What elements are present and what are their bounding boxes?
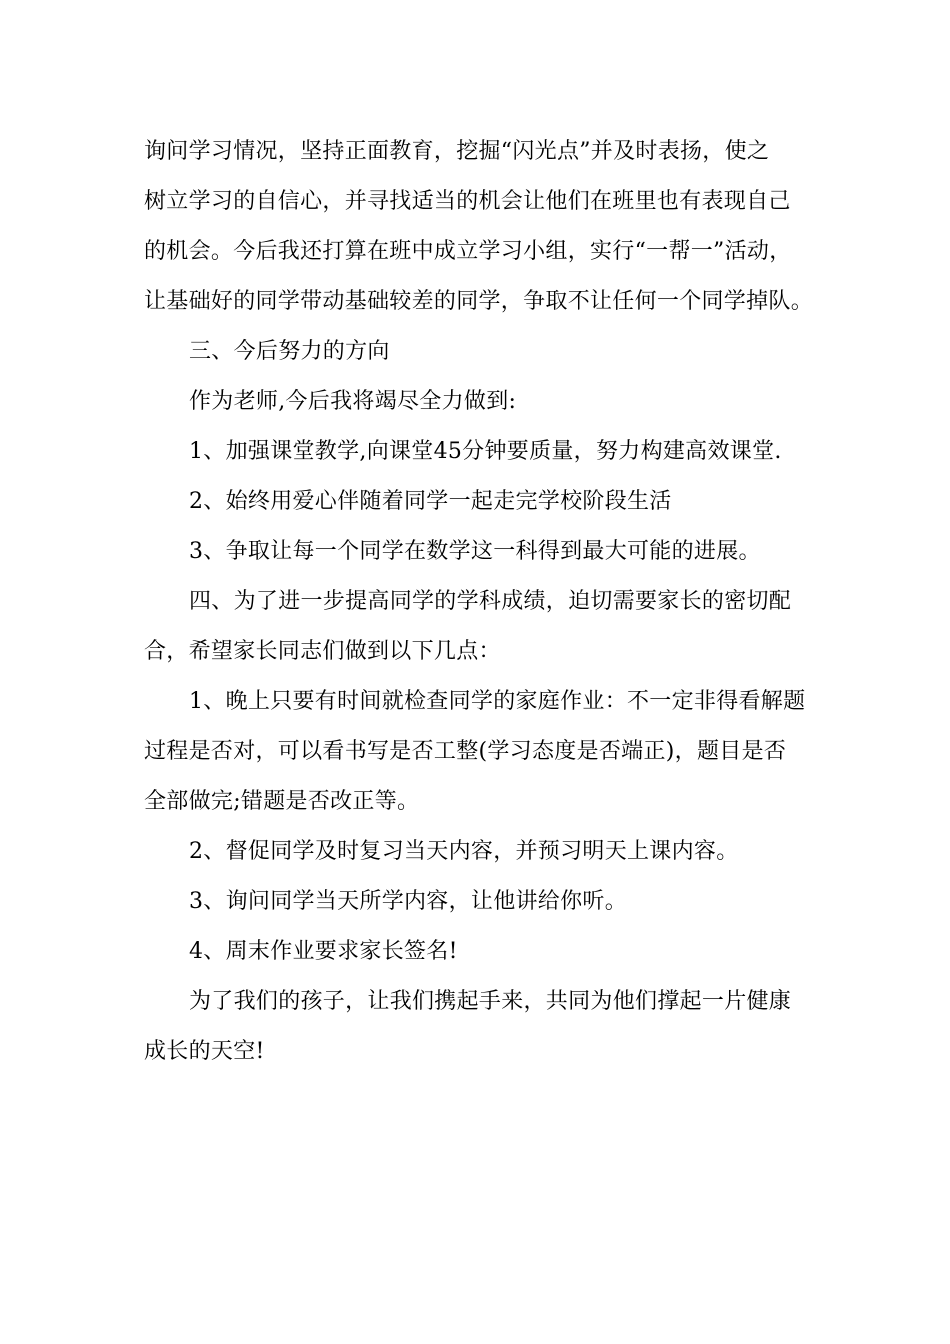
paragraph-line: 为了我们的孩子，让我们携起手来，共同为他们撑起一片健康 bbox=[189, 989, 792, 1014]
list-item: 3、询问同学当天所学内容，让他讲给你听。 bbox=[189, 889, 627, 914]
list-item: 4、周末作业要求家长签名! bbox=[189, 939, 458, 964]
paragraph-line: 的机会。今后我还打算在班中成立学习小组，实行“一帮一”活动， bbox=[144, 239, 792, 264]
section-heading: 三、今后努力的方向 bbox=[189, 339, 390, 364]
list-item: 2、始终用爱心伴随着同学一起走完学校阶段生活 bbox=[189, 489, 672, 514]
list-item: 1、晚上只要有时间就检查同学的家庭作业：不一定非得看解题 bbox=[189, 689, 806, 714]
paragraph-line: 树立学习的自信心，并寻找适当的机会让他们在班里也有表现自己 bbox=[144, 189, 791, 214]
paragraph-line: 让基础好的同学带动基础较差的同学，争取不让任何一个同学掉队。 bbox=[144, 289, 814, 314]
paragraph-line: 合，希望家长同志们做到以下几点： bbox=[144, 639, 501, 664]
paragraph-line: 作为老师,今后我将竭尽全力做到: bbox=[189, 389, 517, 414]
paragraph-line: 过程是否对，可以看书写是否工整(学习态度是否端正)，题目是否 bbox=[144, 739, 787, 764]
paragraph-line: 全部做完;错题是否改正等。 bbox=[144, 789, 420, 814]
list-item: 3、争取让每一个同学在数学这一科得到最大可能的进展。 bbox=[189, 539, 761, 564]
list-item: 2、督促同学及时复习当天内容，并预习明天上课内容。 bbox=[189, 839, 739, 864]
list-item: 1、加强课堂教学,向课堂45分钟要质量，努力构建高效课堂. bbox=[189, 439, 782, 464]
paragraph-line: 成长的天空! bbox=[144, 1039, 265, 1064]
paragraph-line: 询问学习情况，坚持正面教育，挖掘“闪光点”并及时表扬，使之 bbox=[144, 139, 770, 164]
section-heading: 四、为了进一步提高同学的学科成绩，迫切需要家长的密切配 bbox=[189, 589, 792, 614]
